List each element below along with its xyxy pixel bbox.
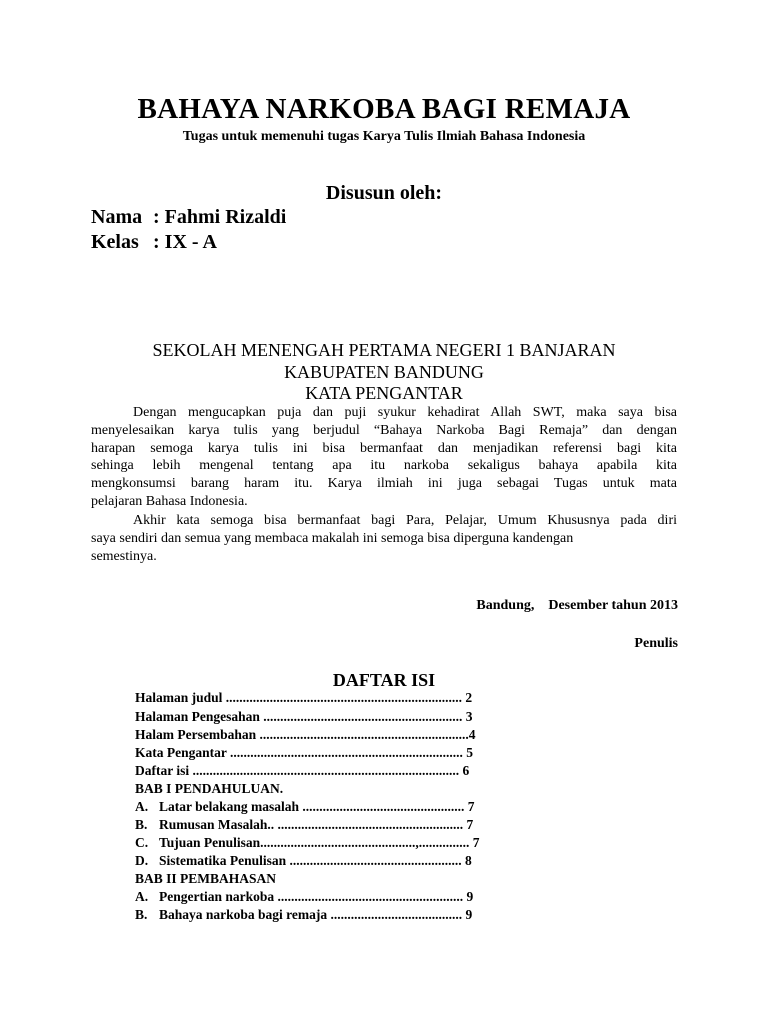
toc-entry (135, 690, 472, 706)
foreword-paragraph-2 (91, 512, 677, 565)
toc-entry (135, 745, 473, 761)
foreword-paragraph-1 (91, 404, 677, 511)
paragraph-line: Dengan mengucapkan puja dan puji syukur kehadirat Allah SWT, maka saya bisa (133, 405, 677, 420)
name-label: Nama (91, 206, 143, 228)
toc-entry (135, 907, 472, 923)
toc-chapter (135, 871, 276, 887)
toc-entry-text: BAB II PEMBAHASAN (135, 871, 277, 886)
document-subtitle: Tugas untuk memenuhi tugas Karya Tulis Ilmiah Bahasa Indonesia (182, 129, 586, 144)
toc-entry-prefix: B. (135, 907, 148, 922)
toc-chapter (135, 781, 283, 797)
toc-entry-text: BAB I PENDAHULUAN. (135, 781, 284, 796)
place-date: Bandung, Desember tahun 2013 (476, 598, 678, 613)
toc-entry-text: Sistematika Penulisan ................................................... 8 (159, 853, 472, 868)
author-name-line (91, 206, 286, 229)
paragraph-line: menyelesaikan karya tulis yang berjudul “Bahaya Narkoba Bagi Remaja” dan dengan (91, 422, 677, 438)
toc-entry-prefix: A. (135, 889, 149, 904)
paragraph-line: harapan semoga karya tulis ini bisa bermanfaat dan menjadikan referensi bagi kita (91, 440, 677, 456)
name-value: : Fahmi Rizaldi (153, 206, 287, 228)
toc-entry-prefix: A. (135, 799, 149, 814)
toc-entry (135, 835, 480, 851)
class-value: : IX - A (153, 231, 217, 253)
school-district: KABUPATEN BANDUNG (284, 362, 484, 382)
paragraph-line: semestinya. (91, 548, 157, 564)
toc-entry-text: Halam Persembahan ..............................................................4 (135, 727, 476, 742)
toc-entry-prefix: D. (135, 853, 149, 868)
paragraph-line: Akhir kata semoga bisa bermanfaat bagi Para, Pelajar, Umum Khususnya pada diri (133, 513, 677, 528)
toc-entry-prefix: C. (135, 835, 149, 850)
toc-entry-text: Tujuan Penulisan..............................................,............... 7 (159, 835, 480, 850)
toc-entry (135, 709, 473, 725)
toc-entry-text: Halaman Pengesahan ........................................................... 3 (135, 709, 473, 724)
paragraph-line: sehinga lebih mengenal tentang apa itu narkoba sekaligus bahaya apabila kita (91, 458, 677, 474)
toc-entry-text: Latar belakang masalah ................................................ 7 (159, 799, 475, 814)
toc-entry (135, 799, 475, 815)
class-label: Kelas (91, 231, 139, 253)
toc-entry-text: Kata Pengantar ..................................................................... 5 (135, 745, 473, 760)
author-class-line (91, 231, 217, 254)
author-heading: Disusun oleh: (325, 182, 443, 204)
toc-entry (135, 727, 476, 743)
toc-entry (135, 817, 473, 833)
toc-entry-text: Halaman judul ...................................................................... 2 (135, 690, 473, 705)
toc-entry (135, 763, 469, 779)
signature-label: Penulis (634, 636, 678, 651)
toc-entry-text: Daftar isi ............................................................................... 6 (135, 763, 470, 778)
paragraph-line: pelajaran Bahasa Indonesia. (91, 493, 248, 509)
toc-entry (135, 889, 473, 905)
foreword-heading: KATA PENGANTAR (305, 383, 463, 403)
toc-heading: DAFTAR ISI (332, 670, 436, 690)
document-title: BAHAYA NARKOBA BAGI REMAJA (137, 93, 631, 125)
toc-entry (135, 853, 472, 869)
paragraph-line: mengkonsumsi barang haram itu. Karya ilmiah ini juga sebagai Tugas untuk mata (91, 476, 677, 492)
toc-entry-prefix: B. (135, 817, 148, 832)
toc-entry-text: Pengertian narkoba ....................................................... 9 (159, 889, 474, 904)
paragraph-line: saya sendiri dan semua yang membaca makalah ini semoga bisa diperguna kandengan (91, 530, 574, 546)
toc-entry-text: Rumusan Masalah.. ....................................................... 7 (159, 817, 474, 832)
school-name: SEKOLAH MENENGAH PERTAMA NEGERI 1 BANJARAN (152, 340, 616, 360)
toc-entry-text: Bahaya narkoba bagi remaja ....................................... 9 (159, 907, 473, 922)
